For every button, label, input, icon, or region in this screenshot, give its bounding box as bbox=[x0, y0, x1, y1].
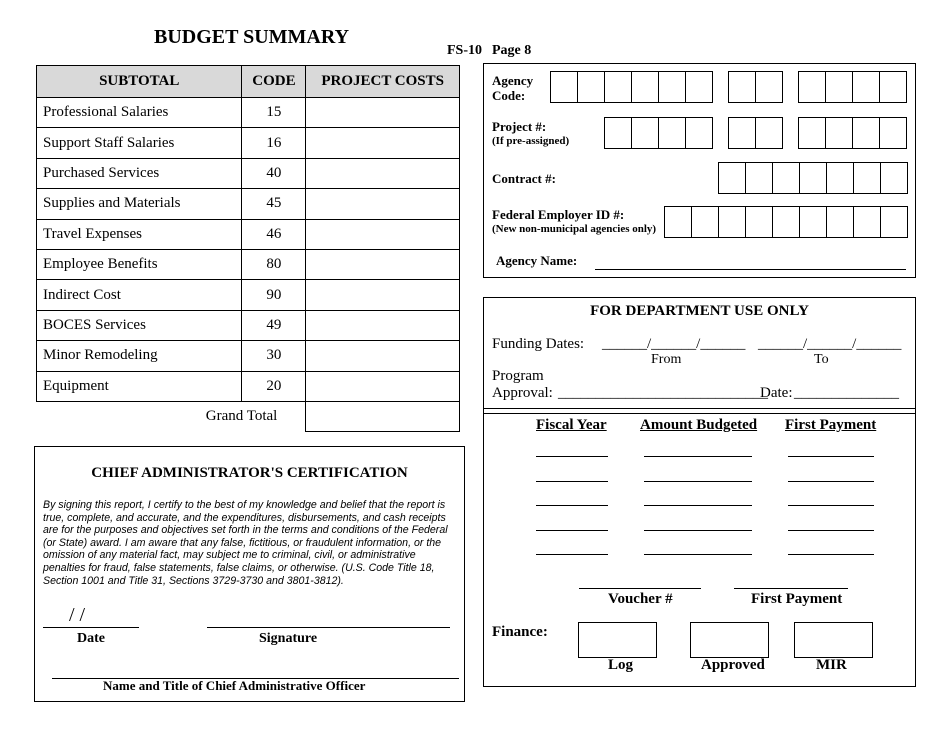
table-row bbox=[37, 98, 460, 128]
project-cost-field[interactable] bbox=[306, 249, 460, 279]
grand-total-label: Grand Total bbox=[205, 408, 278, 425]
amount-budgeted-field[interactable] bbox=[644, 530, 752, 531]
subtotal-label: Indirect Cost bbox=[37, 280, 242, 310]
project-cost-field[interactable] bbox=[306, 371, 460, 401]
funding-to-field[interactable]: ______/______/______ bbox=[758, 336, 902, 352]
fiscal-year-field[interactable] bbox=[536, 505, 608, 506]
certification-text bbox=[43, 499, 458, 587]
table-row bbox=[37, 280, 460, 310]
approval-label: Approval: bbox=[492, 385, 553, 401]
department-title: FOR DEPARTMENT USE ONLY bbox=[590, 303, 809, 319]
page-number: Page 8 bbox=[492, 43, 532, 58]
subtotal-label: Equipment bbox=[37, 371, 242, 401]
date-slashes: / / bbox=[69, 604, 86, 626]
section-divider bbox=[484, 408, 915, 414]
contract-boxes[interactable] bbox=[718, 162, 908, 194]
page-title: BUDGET SUMMARY bbox=[154, 26, 350, 48]
table-row bbox=[37, 371, 460, 401]
log-box[interactable] bbox=[578, 622, 657, 658]
date-field[interactable] bbox=[43, 627, 139, 628]
first-payment-amount-field[interactable] bbox=[788, 530, 874, 531]
project-cost-field[interactable] bbox=[306, 341, 460, 371]
agency-name-label: Agency Name: bbox=[496, 253, 578, 268]
subtotal-label: Supplies and Materials bbox=[37, 189, 242, 219]
form-id bbox=[447, 43, 531, 59]
funding-dates-label: Funding Dates: bbox=[492, 336, 585, 352]
mir-label: MIR bbox=[816, 657, 847, 673]
fiscal-year-field[interactable] bbox=[536, 456, 608, 457]
project-cost-field[interactable] bbox=[306, 280, 460, 310]
code-cell: 16 bbox=[242, 128, 306, 158]
amount-budgeted-field[interactable] bbox=[644, 505, 752, 506]
agency-code-boxes-3[interactable] bbox=[798, 71, 907, 103]
code-cell: 40 bbox=[242, 158, 306, 188]
finance-label: Finance: bbox=[492, 624, 548, 640]
contract-label: Contract #: bbox=[492, 171, 556, 186]
code-cell: 90 bbox=[242, 280, 306, 310]
certification-section bbox=[34, 446, 465, 702]
department-use-section bbox=[483, 297, 916, 687]
project-cost-field[interactable] bbox=[306, 310, 460, 340]
mir-box[interactable] bbox=[794, 622, 873, 658]
subtotal-label: Purchased Services bbox=[37, 158, 242, 188]
amount-budgeted-field[interactable] bbox=[644, 481, 752, 482]
date-label: Date bbox=[77, 631, 105, 646]
funding-from-field[interactable]: ______/______/______ bbox=[602, 336, 746, 352]
voucher-label: Voucher # bbox=[608, 591, 673, 607]
program-approval-field[interactable]: ____________________________ bbox=[558, 385, 768, 401]
approved-label: Approved bbox=[701, 657, 765, 673]
subtotal-label: Professional Salaries bbox=[37, 98, 242, 128]
column-header-code: CODE bbox=[242, 66, 306, 98]
certification-main-text: By signing this report, I certify to the best of my knowledge and belief that the report is true, complete, and accurate, and the expenditures, disbursements, and cash receipts are for the purposes and objectives set forth in the terms and conditions of the Federal (or State) award. I am aware that any false, fictitious, or fraudulent information, or the omission of any material fact, may subject me to criminal, civil, or administrative penalties for fraud, false statements, false claims, or otherwise. ( bbox=[43, 499, 448, 574]
program-label: Program bbox=[492, 368, 544, 384]
table-row bbox=[37, 128, 460, 158]
first-payment-header: First Payment bbox=[785, 417, 877, 433]
approved-box[interactable] bbox=[690, 622, 769, 658]
to-label: To bbox=[814, 352, 829, 367]
fiscal-year-field[interactable] bbox=[536, 554, 608, 555]
log-label: Log bbox=[608, 657, 634, 673]
approval-date-label: Date: bbox=[760, 385, 793, 401]
form-number: FS-10 bbox=[447, 43, 482, 58]
subtotal-label: Support Staff Salaries bbox=[37, 128, 242, 158]
project-cost-field[interactable] bbox=[306, 128, 460, 158]
signature-label: Signature bbox=[259, 631, 318, 646]
code-cell: 45 bbox=[242, 189, 306, 219]
first-payment-amount-field[interactable] bbox=[788, 481, 874, 482]
code-cell: 49 bbox=[242, 310, 306, 340]
table-row bbox=[37, 189, 460, 219]
first-payment-amount-field[interactable] bbox=[788, 554, 874, 555]
amount-budgeted-header: Amount Budgeted bbox=[640, 417, 758, 433]
first-payment-amount-field[interactable] bbox=[788, 505, 874, 506]
grand-total-field[interactable] bbox=[306, 401, 460, 431]
table-row bbox=[37, 310, 460, 340]
grand-total-row bbox=[37, 401, 460, 431]
budget-table bbox=[36, 65, 460, 432]
agency-code-label: Agency bbox=[492, 73, 534, 88]
agency-section bbox=[483, 63, 916, 278]
fiscal-year-header: Fiscal Year bbox=[536, 417, 607, 433]
fiscal-year-field[interactable] bbox=[536, 481, 608, 482]
table-row bbox=[37, 341, 460, 371]
fiscal-year-field[interactable] bbox=[536, 530, 608, 531]
agency-name-field[interactable] bbox=[595, 269, 906, 270]
agency-code-boxes-1[interactable] bbox=[550, 71, 713, 103]
project-cost-field[interactable] bbox=[306, 189, 460, 219]
subtotal-label: Minor Remodeling bbox=[37, 341, 242, 371]
fein-boxes[interactable] bbox=[664, 206, 908, 238]
voucher-field[interactable] bbox=[579, 588, 701, 589]
table-row bbox=[37, 158, 460, 188]
amount-budgeted-field[interactable] bbox=[644, 554, 752, 555]
code-cell: 80 bbox=[242, 249, 306, 279]
agency-code-label-2: Code: bbox=[492, 88, 526, 103]
project-cost-field[interactable] bbox=[306, 219, 460, 249]
signature-field[interactable] bbox=[207, 627, 450, 628]
fein-label: Federal Employer ID #: bbox=[492, 207, 625, 222]
project-cost-field[interactable] bbox=[306, 98, 460, 128]
code-cell: 20 bbox=[242, 371, 306, 401]
first-payment-label: First Payment bbox=[751, 591, 843, 607]
project-note: (If pre-assigned) bbox=[492, 135, 570, 147]
table-row bbox=[37, 249, 460, 279]
project-cost-field[interactable] bbox=[306, 158, 460, 188]
certification-title: CHIEF ADMINISTRATOR'S CERTIFICATION bbox=[91, 465, 408, 481]
code-cell: 15 bbox=[242, 98, 306, 128]
first-payment-field[interactable] bbox=[734, 588, 848, 589]
agency-code-boxes-2[interactable] bbox=[728, 71, 783, 103]
certification-end: ). bbox=[337, 574, 344, 587]
certification-citation: U.S. Code Title 18, Section 1001 and Title 31, Sections 3729-3730 and 3801-3812 bbox=[43, 561, 435, 587]
column-header-project-costs: PROJECT COSTS bbox=[306, 66, 460, 98]
project-label: Project #: bbox=[492, 119, 547, 134]
amount-budgeted-field[interactable] bbox=[644, 456, 752, 457]
from-label: From bbox=[651, 352, 682, 367]
first-payment-amount-field[interactable] bbox=[788, 456, 874, 457]
code-cell: 30 bbox=[242, 341, 306, 371]
project-boxes-3[interactable] bbox=[798, 117, 907, 149]
subtotal-label: BOCES Services bbox=[37, 310, 242, 340]
name-title-label: Name and Title of Chief Administrative Officer bbox=[103, 678, 366, 693]
fein-note: (New non-municipal agencies only) bbox=[492, 223, 657, 235]
subtotal-label: Employee Benefits bbox=[37, 249, 242, 279]
column-header-subtotal: SUBTOTAL bbox=[37, 66, 242, 98]
code-cell: 46 bbox=[242, 219, 306, 249]
approval-date-field[interactable]: ______________ bbox=[794, 385, 899, 401]
project-boxes-2[interactable] bbox=[728, 117, 783, 149]
table-row bbox=[37, 219, 460, 249]
subtotal-label: Travel Expenses bbox=[37, 219, 242, 249]
project-boxes-1[interactable] bbox=[604, 117, 713, 149]
